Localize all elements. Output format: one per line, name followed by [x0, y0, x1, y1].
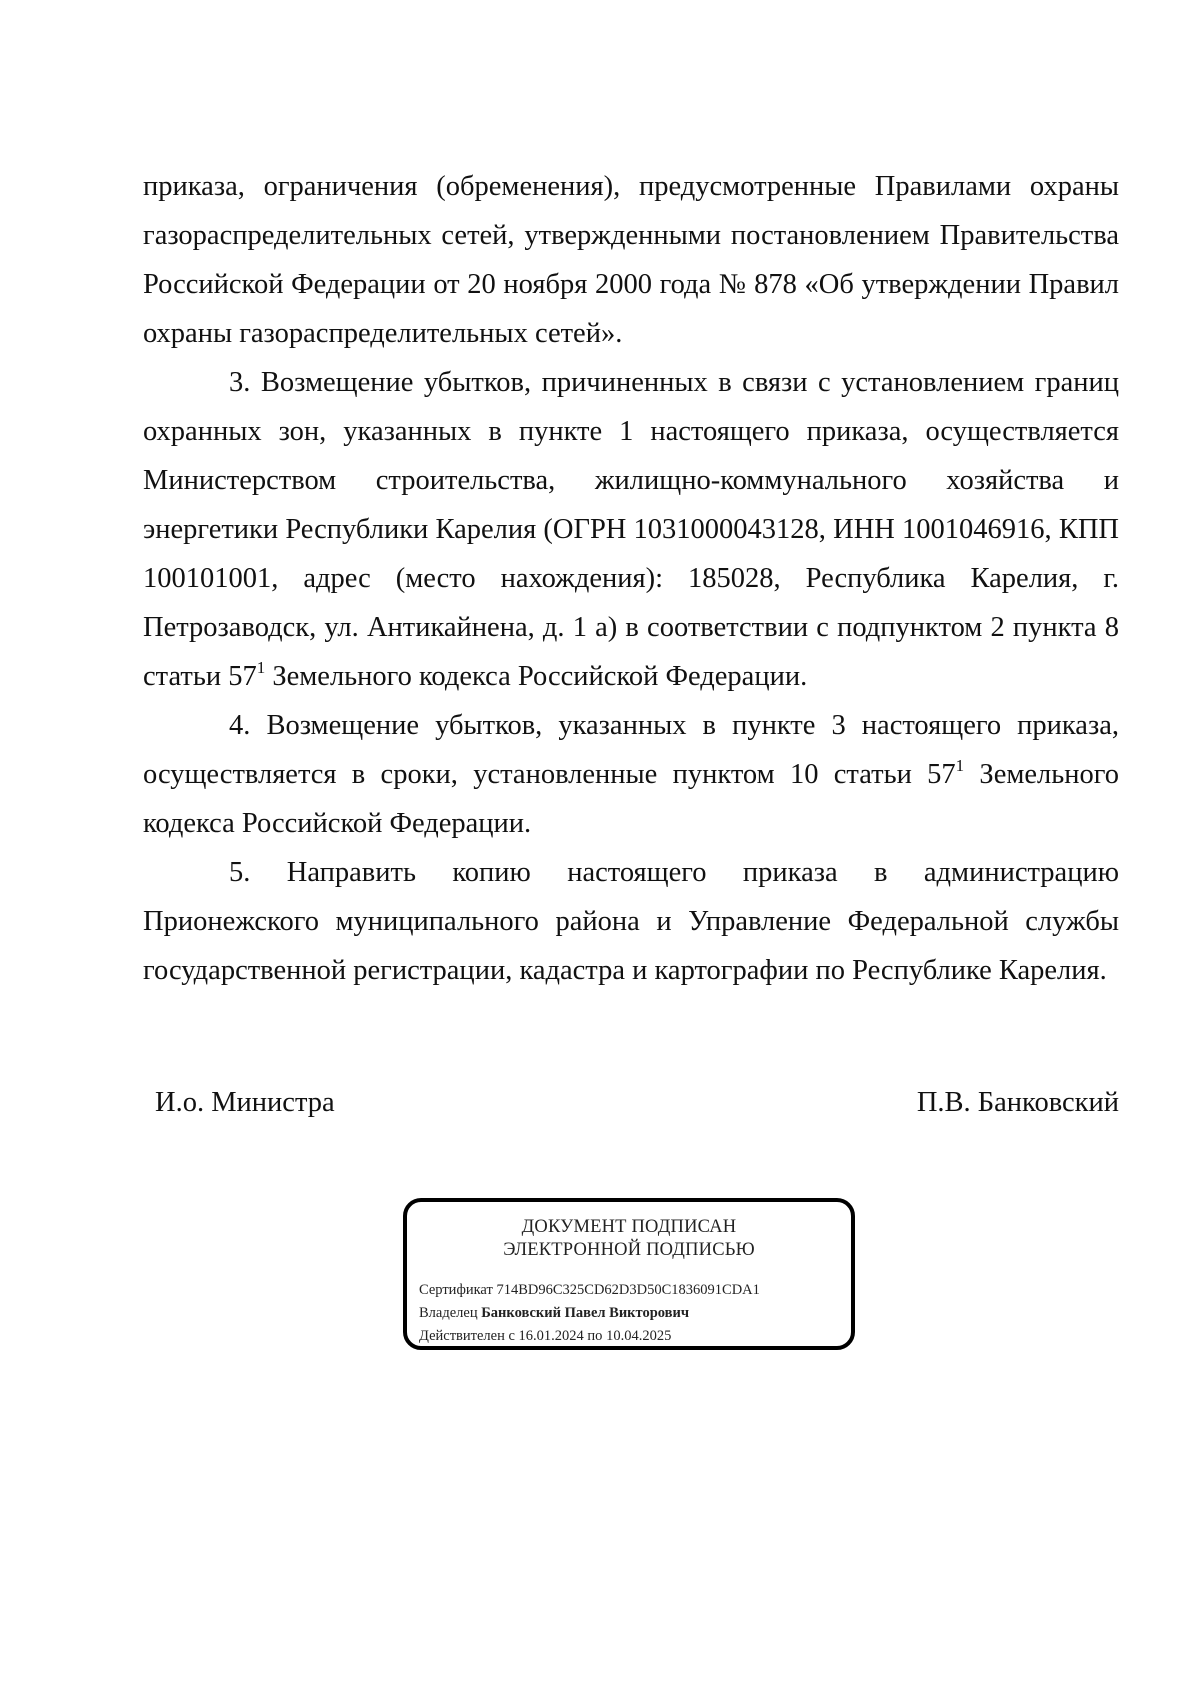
document-body [143, 162, 1119, 995]
valid-to-date: 10.04.2025 [606, 1328, 672, 1344]
paragraph-3-ending: Земельного кодекса Российской Федерации. [265, 661, 808, 692]
paragraph-3 [143, 358, 1119, 701]
paragraph-3-text: 3. Возмещение убытков, причиненных в связи с установлением границ охранных зон, указанных в пункте 1 настоящего приказа, осуществляется Министерством строительства, жилищно-коммунального хозяйства и энергетики Республики Карелия (ОГРН 1031000043128, ИНН 1001046916, КПП 100101001, адрес (место нахождения): 185028, Республика Карелия, г. Петрозаводск, ул. Антикайнена, д. 1 а) в соответствии с подпунктом 2 пункта 8 статьи 57 [143, 367, 1119, 692]
signatory-name: П.В. Банковский [916, 1087, 1119, 1118]
stamp-title [407, 1216, 851, 1262]
certificate-label: Сертификат [419, 1282, 497, 1298]
certificate-number: 714BD96C325CD62D3D50C1836091CDA1 [496, 1282, 760, 1298]
signatory-position: И.о. Министра [155, 1087, 335, 1118]
valid-from-date: 16.01.2024 [518, 1328, 584, 1344]
stamp-certificate [419, 1281, 760, 1299]
stamp-title-line-1: ДОКУМЕНТ ПОДПИСАН [521, 1217, 737, 1237]
paragraph-2-continuation [143, 162, 1119, 358]
validity-separator: по [583, 1328, 607, 1344]
stamp-owner [419, 1304, 689, 1322]
paragraph-5 [143, 848, 1119, 995]
stamp-title-line-2: ЭЛЕКТРОННОЙ ПОДПИСЬЮ [503, 1240, 755, 1260]
paragraph-4-superscript: 1 [955, 756, 965, 776]
owner-name: Банковский Павел Викторович [481, 1305, 690, 1321]
owner-label: Владелец [419, 1305, 482, 1321]
paragraph-4 [143, 701, 1119, 848]
paragraph-4-text: 4. Возмещение убытков, указанных в пункте 3 настоящего приказа, осуществляется в сроки, установленные пунктом 10 статьи 57 [143, 710, 1119, 790]
paragraph-2-text: приказа, ограничения (обременения), предусмотренные Правилами охраны газораспределительных сетей, утвержденными постановлением Правительства Российской Федерации от 20 ноября 2000 года № 878 «Об утверждении Правил охраны газораспределительных сетей». [143, 171, 1119, 349]
paragraph-4-ending: Земельного кодекса Российской Федерации. [143, 759, 1119, 839]
stamp-validity [419, 1327, 671, 1345]
validity-label: Действителен с [419, 1328, 519, 1344]
paragraph-3-superscript: 1 [256, 658, 266, 678]
paragraph-5-text: 5. Направить копию настоящего приказа в администрацию Прионежского муниципального района и Управление Федеральной службы государственной регистрации, кадастра и картографии по Республике Карелия. [143, 857, 1119, 986]
electronic-signature-stamp [403, 1198, 855, 1350]
